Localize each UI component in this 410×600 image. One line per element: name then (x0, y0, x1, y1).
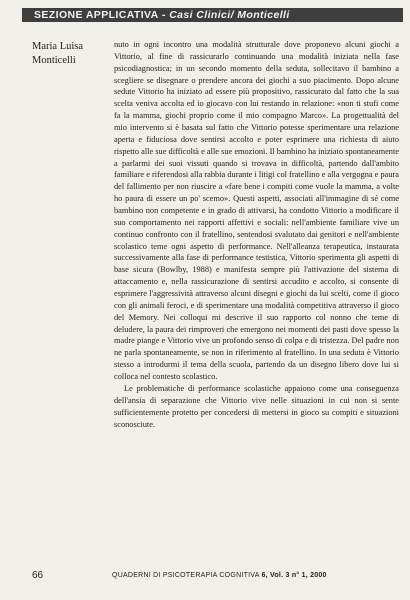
paragraph: nuto in ogni incontro una modalità strutturale dove proponevo alcuni giochi a Vittorio, al fine di rassicurarlo continuando una modalità iniziata nella fase psicodiagnostica; in un secondo momento della seduta, sollecitavo il bambino a scegliere se disegnare o prendere ancora dei giochi a suo piacimento. Dopo alcune sedute Vittorio ha iniziato ad essere più propositivo, rassicurato dal fatto che la sua scelta veniva accolta ed io giocavo con lui restando in relazione: «non ti stufi come fa la mamma, giochi proprio come il mio compagno Marco». La progettualità del mio intervento si è basata sul fatto che Vittorio potesse sperimentare una relazione aperta e fiduciosa dove sentirsi accolto e poter esprimere una richiesta di aiuto rispetto alle sue difficoltà e alle sue emozioni. Il bambino ha iniziato spontaneamente a parlarmi dei suoi vissuti quando si trovava in difficoltà, partendo dall'ambito familiare e riferendosi alla rabbia durante i litigi col fratellino e alla vergogna e paura del fallimento per non riuscire a «fare bene i compiti come vuole la mamma, a volte ho paura di essere un po' scemo». Questi aspetti, associati all'immagine di sé come bambino non competente e in grado di attivarsi, ha condotto Vittorio a modificare il suo comportamento nei rapporti affettivi e sociali: nell'ambiente familiare vive un continuo confronto con il fratellino, sentendosi svalutato dai genitori e nell'ambiente scolastico teme ogni aspetto di performance. Nell'alleanza terapeutica, instaurata successivamente alla fase di performance testistica, Vittorio sperimenta gli aspetti di base sicura (Bowlby, 1988) e manifesta sempre più l'attivazione del sistema di attaccamento e, nella rassicurazione di sentirsi accudito e accolto, si consente di esprimere l'aggressività attraverso alcuni disegni e giochi da lui scelti, come il gioco con gli animali feroci, e di sperimentare una modalità competitiva attraverso il gioco del Memory. Nei colloqui mi descrive il suo rapporto col nonno che teme di deludere, la paura dei rimproveri che emergono nei momenti dei pasti dove spesso la madre piange e Vittorio vive un profondo senso di colpa e di tristezza. Del padre non ne parla spontaneamente, se non in riferimento al fratellino. In una seduta è Vittorio stesso a introdurmi il tema della scuola, partendo da un disegno libero dove lui si colloca nel contesto scolastico. (114, 40, 399, 382)
author-name (32, 40, 108, 68)
paragraph: Le problematiche di performance scolastiche appaiono come una conseguenza dell'ansia di separazione che Vittorio vive nelle situazioni in cui non si sente sufficientemente protetto per concedersi di mettersi in gioco su compiti e situazioni sconosciute. (114, 383, 399, 429)
section-subtitle: Casi Clinici/ Monticelli (169, 9, 290, 21)
page-number: 66 (32, 570, 44, 581)
author-first-name: Maria Luisa (32, 41, 84, 52)
section-header (22, 8, 403, 22)
journal-name: QUADERNI DI PSICOTERAPIA COGNITIVA (112, 572, 262, 579)
author-last-name: Monticelli (32, 55, 76, 66)
page-footer (32, 570, 402, 582)
journal-volume: 6, Vol. 3 n° 1, 2000 (261, 572, 327, 579)
section-separator: - (158, 9, 170, 21)
journal-citation (112, 571, 327, 581)
section-title: SEZIONE APPLICATIVA (34, 9, 159, 21)
article-body (114, 39, 399, 430)
